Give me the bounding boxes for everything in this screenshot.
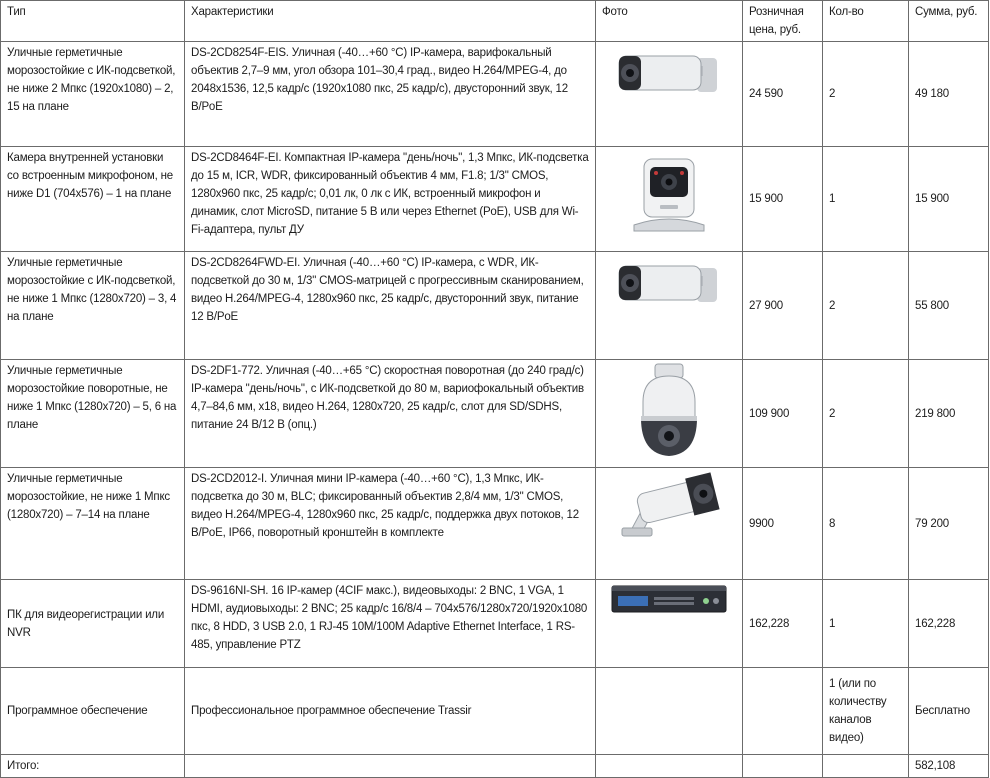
row-specs: DS-2CD8464F-EI. Компактная IP-камера "день/ночь", 1,3 Мпкс, ИК-подсветка до 15 м, ICR, WDR, фиксированный объектив 4 мм, F1.8; 1/3" CMOS, 1280x960 пкс, 25 кадр/с; 0,01 лк, 0 лк с ИК, встроенный микрофон и динамик, слот MicroSD, питание 5 В или через Ethernet (PoE), USB для Wi-Fi-адаптера, пульт ДУ — [185, 147, 596, 252]
row-type: Уличные герметичные морозостойкие, не ниже 1 Мпкс (1280x720) – 7–14 на плане — [1, 468, 185, 580]
row-type: ПК для видеорегистрации или NVR — [1, 580, 185, 668]
row-price — [743, 668, 823, 755]
row-price: 24 590 — [743, 42, 823, 147]
row-sum: 15 900 — [909, 147, 989, 252]
row-photo — [596, 42, 743, 147]
row-price: 162,228 — [743, 580, 823, 668]
header-price: Розничная цена, руб. — [743, 1, 823, 42]
table-row — [1, 252, 989, 360]
row-specs: DS-9616NI-SH. 16 IP-камер (4CIF макс.), видеовыходы: 2 BNC, 1 VGA, 1 HDMI, аудиовыходы: 2 BNC; 25 кадр/с 16/8/4 – 704x576/1280x720/1920x1080 пкс, 8 HDD, 3 USB 2.0, 1 RJ-45 10M/100M Adaptive Ethernet Interface, 1 RS-485, управление PTZ — [185, 580, 596, 668]
row-qty: 1 — [823, 147, 909, 252]
cube-camera-icon — [624, 149, 714, 235]
row-qty: 2 — [823, 360, 909, 468]
table-row — [1, 580, 989, 668]
bullet-camera-icon — [609, 254, 729, 314]
row-price: 27 900 — [743, 252, 823, 360]
row-sum: Бесплатно — [909, 668, 989, 755]
table-row — [1, 42, 989, 147]
row-type: Уличные герметичные морозостойкие с ИК-подсветкой, не ниже 2 Мпкс (1920x1080) – 2, 15 на плане — [1, 42, 185, 147]
row-sum: 162,228 — [909, 580, 989, 668]
row-sum: 55 800 — [909, 252, 989, 360]
row-specs: Профессиональное программное обеспечение Trassir — [185, 668, 596, 755]
row-qty: 1 (или по количеству каналов видео) — [823, 668, 909, 755]
row-price: 15 900 — [743, 147, 823, 252]
table-row — [1, 668, 989, 755]
header-photo: Фото — [596, 1, 743, 42]
row-price: 9900 — [743, 468, 823, 580]
table-row — [1, 360, 989, 468]
row-type: Уличные герметичные морозостойкие поворотные, не ниже 1 Мпкс (1280x720) – 5, 6 на плане — [1, 360, 185, 468]
row-qty: 8 — [823, 468, 909, 580]
mini-bullet-camera-icon — [614, 470, 724, 540]
row-specs: DS-2CD8264FWD-EI. Уличная (-40…+60 °С) IP-камера, с WDR, ИК-подсветкой до 30 м, 1/3" CMOS-матрицей с прогрессивным сканированием, видео H.264/MPEG-4, 1280x960 пкс, 25 кадр/с, двусторонний звук, питание 12 В/PoE — [185, 252, 596, 360]
row-photo — [596, 252, 743, 360]
total-empty — [185, 755, 596, 778]
row-type: Уличные герметичные морозостойкие с ИК-подсветкой, не ниже 1 Мпкс (1280x720) – 3, 4 на плане — [1, 252, 185, 360]
row-photo — [596, 580, 743, 668]
row-specs: DS-2CD2012-I. Уличная мини IP-камера (-40…+60 °С), 1,3 Мпкс, ИК-подсветка до 30 м, BLC; фиксированный объектив 2,8/4 мм, 1/3" CMOS, видео H.264/MPEG-4, 1280x960 пкс, 25 кадр/с, поддержка двух потоков, 12 В/PoE, IP66, поворотный кронштейн в комплекте — [185, 468, 596, 580]
row-photo — [596, 468, 743, 580]
nvr-recorder-icon — [610, 582, 728, 616]
row-qty: 1 — [823, 580, 909, 668]
row-type: Камера внутренней установки со встроенным микрофоном, не ниже D1 (704x576) – 1 на плане — [1, 147, 185, 252]
header-type: Тип — [1, 1, 185, 42]
row-price: 109 900 — [743, 360, 823, 468]
table-row — [1, 147, 989, 252]
header-specs: Характеристики — [185, 1, 596, 42]
row-photo — [596, 147, 743, 252]
total-label: Итого: — [1, 755, 185, 778]
row-qty: 2 — [823, 42, 909, 147]
total-empty — [743, 755, 823, 778]
bullet-camera-icon — [609, 44, 729, 104]
row-type: Программное обеспечение — [1, 668, 185, 755]
row-specs: DS-2CD8254F-EIS. Уличная (-40…+60 °С) IP-камера, варифокальный объектив 2,7–9 мм, угол обзора 101–30,4 град., видео H.264/MPEG-4, до 2048x1536, 12,5 кадр/с (1920x1080 пкс, 25 кадр/с), двусторонний звук, 12 В/PoE — [185, 42, 596, 147]
row-specs: DS-2DF1-772. Уличная (-40…+65 °С) скоростная поворотная (до 240 град/с) IP-камера "день/ночь", с ИК-подсветкой до 80 м, вариофокальный объектив 4,7–84,6 мм, x18, видео H.264, 1280x720, 25 кадр/с, слот для SD/SDHS, питание 24 В/12 В (опц.) — [185, 360, 596, 468]
header-qty: Кол-во — [823, 1, 909, 42]
total-sum: 582,108 — [909, 755, 989, 778]
row-qty: 2 — [823, 252, 909, 360]
total-empty — [823, 755, 909, 778]
total-row — [1, 755, 989, 778]
row-sum: 219 800 — [909, 360, 989, 468]
table-row — [1, 468, 989, 580]
row-photo — [596, 360, 743, 468]
total-empty — [596, 755, 743, 778]
row-sum: 79 200 — [909, 468, 989, 580]
header-sum: Сумма, руб. — [909, 1, 989, 42]
row-photo — [596, 668, 743, 755]
ptz-dome-camera-icon — [629, 362, 709, 460]
row-sum: 49 180 — [909, 42, 989, 147]
header-row — [1, 1, 989, 42]
